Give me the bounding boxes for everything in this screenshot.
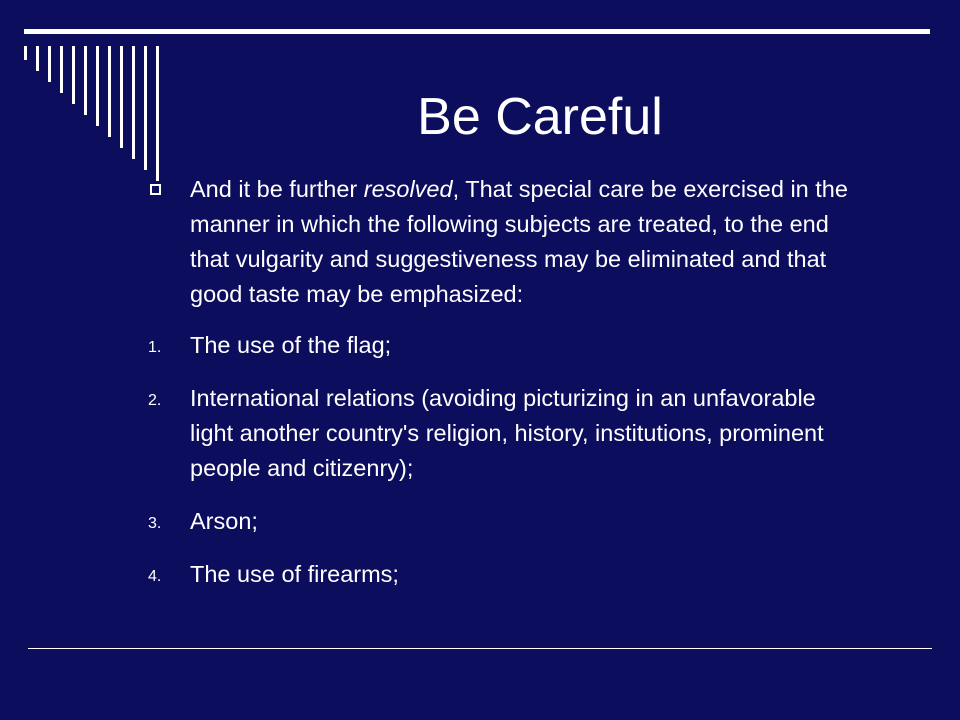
list-item [140,328,930,363]
stripe [72,46,75,104]
numbered-list [140,328,930,592]
bullet-item [140,172,930,312]
list-item [140,504,930,539]
stripe [132,46,135,159]
stripe [108,46,111,137]
stripe [120,46,123,148]
bullet-text-start: And it be further [190,176,364,202]
stripe [60,46,63,93]
hollow-square-bullet-icon [150,184,161,195]
stripe [144,46,147,170]
list-item [140,381,930,486]
bottom-rule [28,648,932,649]
stripe [156,46,159,181]
list-item-number: 1. [148,339,162,356]
slide-body [140,172,930,610]
list-item-text: International relations (avoiding picturizing in an unfavorable light another country's religion, history, institutions, prominent people and citizenry); [190,385,824,481]
stripe [84,46,87,115]
stripe [36,46,39,71]
list-item [140,557,930,592]
stripe [48,46,51,82]
list-item-text: The use of the flag; [190,332,392,358]
stripe [96,46,99,126]
stripe [24,46,27,60]
bullet-text [190,172,860,312]
bullet-text-end: , That special care be exercised in the manner in which the following subjects are treated, to the end that vulgarity and suggestiveness may be eliminated and that good taste may be emphasized: [190,176,848,307]
bullet-text-italic: resolved [363,176,453,202]
list-item-number: 4. [148,568,162,585]
list-item-text: The use of firearms; [190,561,399,587]
slide-title: Be Careful [417,88,663,146]
list-item-number: 2. [148,392,162,409]
list-item-text: Arson; [190,508,258,534]
list-item-number: 3. [148,515,162,532]
